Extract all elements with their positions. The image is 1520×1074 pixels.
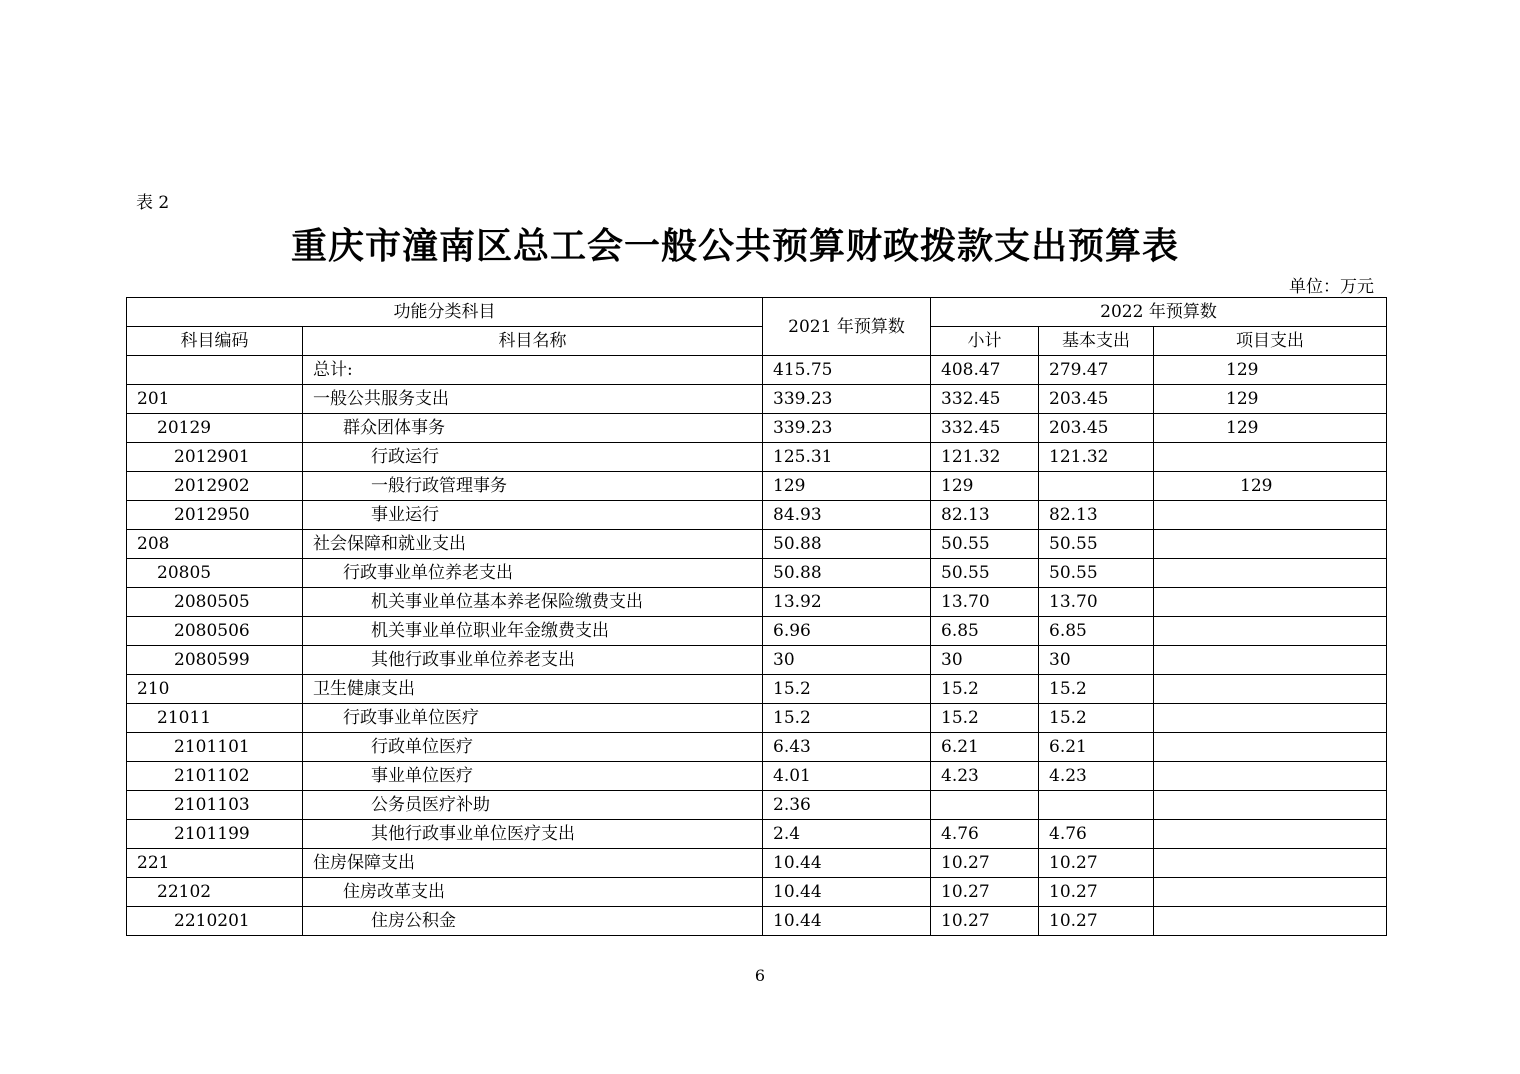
row-project bbox=[1154, 617, 1387, 646]
row-basic: 203.45 bbox=[1039, 414, 1154, 443]
row-name: 住房改革支出 bbox=[303, 878, 763, 907]
table-row bbox=[127, 617, 1387, 646]
row-budget-2021: 125.31 bbox=[763, 443, 931, 472]
row-basic: 15.2 bbox=[1039, 675, 1154, 704]
row-name: 总计: bbox=[303, 356, 763, 385]
row-project bbox=[1154, 878, 1387, 907]
row-name: 公务员医疗补助 bbox=[303, 791, 763, 820]
table-row bbox=[127, 704, 1387, 733]
row-name: 行政运行 bbox=[303, 443, 763, 472]
table-body bbox=[127, 356, 1387, 936]
row-name: 社会保障和就业支出 bbox=[303, 530, 763, 559]
row-subtotal: 4.23 bbox=[931, 762, 1039, 791]
row-budget-2021: 129 bbox=[763, 472, 931, 501]
row-budget-2021: 415.75 bbox=[763, 356, 931, 385]
row-project bbox=[1154, 820, 1387, 849]
row-subtotal: 10.27 bbox=[931, 878, 1039, 907]
row-project: 129 bbox=[1154, 356, 1387, 385]
row-basic: 82.13 bbox=[1039, 501, 1154, 530]
row-subtotal: 50.55 bbox=[931, 559, 1039, 588]
row-budget-2021: 10.44 bbox=[763, 907, 931, 936]
row-name: 事业运行 bbox=[303, 501, 763, 530]
header-project: 项目支出 bbox=[1154, 327, 1387, 356]
row-basic: 10.27 bbox=[1039, 878, 1154, 907]
row-basic: 6.21 bbox=[1039, 733, 1154, 762]
row-subtotal: 15.2 bbox=[931, 704, 1039, 733]
row-subtotal: 332.45 bbox=[931, 385, 1039, 414]
row-project bbox=[1154, 907, 1387, 936]
row-project bbox=[1154, 675, 1387, 704]
row-project bbox=[1154, 704, 1387, 733]
table-row bbox=[127, 588, 1387, 617]
row-code: 2101199 bbox=[127, 820, 303, 849]
row-subtotal: 15.2 bbox=[931, 675, 1039, 704]
row-budget-2021: 339.23 bbox=[763, 385, 931, 414]
row-name: 群众团体事务 bbox=[303, 414, 763, 443]
page-number: 6 bbox=[754, 966, 766, 985]
row-basic: 30 bbox=[1039, 646, 1154, 675]
row-basic: 10.27 bbox=[1039, 907, 1154, 936]
row-code: 2101102 bbox=[127, 762, 303, 791]
row-subtotal: 332.45 bbox=[931, 414, 1039, 443]
row-code: 2101101 bbox=[127, 733, 303, 762]
row-project bbox=[1154, 791, 1387, 820]
table-row bbox=[127, 733, 1387, 762]
table-row bbox=[127, 791, 1387, 820]
row-code: 2012902 bbox=[127, 472, 303, 501]
row-code: 2080599 bbox=[127, 646, 303, 675]
row-name: 机关事业单位基本养老保险缴费支出 bbox=[303, 588, 763, 617]
row-name: 其他行政事业单位养老支出 bbox=[303, 646, 763, 675]
row-code: 221 bbox=[127, 849, 303, 878]
table-row bbox=[127, 849, 1387, 878]
table-row bbox=[127, 762, 1387, 791]
row-budget-2021: 339.23 bbox=[763, 414, 931, 443]
header-name: 科目名称 bbox=[303, 327, 763, 356]
row-code: 210 bbox=[127, 675, 303, 704]
row-code: 201 bbox=[127, 385, 303, 414]
row-subtotal: 129 bbox=[931, 472, 1039, 501]
row-name: 事业单位医疗 bbox=[303, 762, 763, 791]
table-row bbox=[127, 559, 1387, 588]
row-code: 22102 bbox=[127, 878, 303, 907]
table-row bbox=[127, 675, 1387, 704]
row-budget-2021: 15.2 bbox=[763, 675, 931, 704]
row-budget-2021: 2.36 bbox=[763, 791, 931, 820]
row-project bbox=[1154, 530, 1387, 559]
row-budget-2021: 30 bbox=[763, 646, 931, 675]
row-basic: 50.55 bbox=[1039, 559, 1154, 588]
header-functional: 功能分类科目 bbox=[127, 298, 763, 327]
row-name: 机关事业单位职业年金缴费支出 bbox=[303, 617, 763, 646]
row-basic: 4.23 bbox=[1039, 762, 1154, 791]
row-project bbox=[1154, 762, 1387, 791]
budget-table bbox=[126, 297, 1387, 936]
header-budget-2021: 2021 年预算数 bbox=[763, 298, 931, 356]
row-subtotal: 121.32 bbox=[931, 443, 1039, 472]
row-code: 21011 bbox=[127, 704, 303, 733]
row-project bbox=[1154, 849, 1387, 878]
row-code: 2012950 bbox=[127, 501, 303, 530]
row-subtotal: 10.27 bbox=[931, 849, 1039, 878]
header-subtotal: 小计 bbox=[931, 327, 1039, 356]
row-name: 行政事业单位养老支出 bbox=[303, 559, 763, 588]
row-budget-2021: 10.44 bbox=[763, 878, 931, 907]
row-code: 2101103 bbox=[127, 791, 303, 820]
row-code: 2012901 bbox=[127, 443, 303, 472]
row-name: 卫生健康支出 bbox=[303, 675, 763, 704]
row-basic: 6.85 bbox=[1039, 617, 1154, 646]
table-row bbox=[127, 907, 1387, 936]
row-subtotal: 4.76 bbox=[931, 820, 1039, 849]
row-basic: 203.45 bbox=[1039, 385, 1154, 414]
row-project bbox=[1154, 501, 1387, 530]
table-row bbox=[127, 414, 1387, 443]
row-basic bbox=[1039, 472, 1154, 501]
row-basic bbox=[1039, 791, 1154, 820]
row-name: 行政事业单位医疗 bbox=[303, 704, 763, 733]
table-row bbox=[127, 501, 1387, 530]
header-code: 科目编码 bbox=[127, 327, 303, 356]
row-subtotal: 10.27 bbox=[931, 907, 1039, 936]
unit-label: 单位：万元 bbox=[1289, 277, 1374, 297]
row-project: 129 bbox=[1154, 414, 1387, 443]
row-project: 129 bbox=[1154, 385, 1387, 414]
table-label: 表 2 bbox=[136, 193, 170, 213]
row-name: 住房保障支出 bbox=[303, 849, 763, 878]
row-subtotal: 408.47 bbox=[931, 356, 1039, 385]
row-code: 20129 bbox=[127, 414, 303, 443]
row-budget-2021: 15.2 bbox=[763, 704, 931, 733]
row-name: 住房公积金 bbox=[303, 907, 763, 936]
row-basic: 4.76 bbox=[1039, 820, 1154, 849]
row-code: 2210201 bbox=[127, 907, 303, 936]
row-budget-2021: 50.88 bbox=[763, 559, 931, 588]
row-basic: 121.32 bbox=[1039, 443, 1154, 472]
row-basic: 50.55 bbox=[1039, 530, 1154, 559]
row-budget-2021: 10.44 bbox=[763, 849, 931, 878]
row-subtotal: 13.70 bbox=[931, 588, 1039, 617]
table-row bbox=[127, 472, 1387, 501]
row-project bbox=[1154, 443, 1387, 472]
row-budget-2021: 50.88 bbox=[763, 530, 931, 559]
row-subtotal: 6.21 bbox=[931, 733, 1039, 762]
table-row bbox=[127, 820, 1387, 849]
document-title: 重庆市潼南区总工会一般公共预算财政拨款支出预算表 bbox=[290, 226, 1179, 267]
row-name: 行政单位医疗 bbox=[303, 733, 763, 762]
row-name: 一般行政管理事务 bbox=[303, 472, 763, 501]
row-subtotal bbox=[931, 791, 1039, 820]
row-budget-2021: 6.96 bbox=[763, 617, 931, 646]
header-basic: 基本支出 bbox=[1039, 327, 1154, 356]
row-budget-2021: 6.43 bbox=[763, 733, 931, 762]
header-budget-2022: 2022 年预算数 bbox=[931, 298, 1387, 327]
row-project bbox=[1154, 733, 1387, 762]
row-name: 其他行政事业单位医疗支出 bbox=[303, 820, 763, 849]
table-row bbox=[127, 646, 1387, 675]
row-basic: 15.2 bbox=[1039, 704, 1154, 733]
row-code: 20805 bbox=[127, 559, 303, 588]
row-basic: 10.27 bbox=[1039, 849, 1154, 878]
row-budget-2021: 84.93 bbox=[763, 501, 931, 530]
row-budget-2021: 4.01 bbox=[763, 762, 931, 791]
row-code bbox=[127, 356, 303, 385]
row-code: 2080505 bbox=[127, 588, 303, 617]
table-row bbox=[127, 356, 1387, 385]
row-project bbox=[1154, 646, 1387, 675]
table-row bbox=[127, 385, 1387, 414]
row-budget-2021: 13.92 bbox=[763, 588, 931, 617]
row-basic: 279.47 bbox=[1039, 356, 1154, 385]
row-budget-2021: 2.4 bbox=[763, 820, 931, 849]
row-code: 208 bbox=[127, 530, 303, 559]
table-row bbox=[127, 443, 1387, 472]
row-subtotal: 30 bbox=[931, 646, 1039, 675]
row-subtotal: 50.55 bbox=[931, 530, 1039, 559]
table-row bbox=[127, 530, 1387, 559]
row-basic: 13.70 bbox=[1039, 588, 1154, 617]
row-project bbox=[1154, 588, 1387, 617]
row-project: 129 bbox=[1154, 472, 1387, 501]
row-project bbox=[1154, 559, 1387, 588]
row-subtotal: 82.13 bbox=[931, 501, 1039, 530]
table-row bbox=[127, 878, 1387, 907]
row-code: 2080506 bbox=[127, 617, 303, 646]
row-name: 一般公共服务支出 bbox=[303, 385, 763, 414]
row-subtotal: 6.85 bbox=[931, 617, 1039, 646]
